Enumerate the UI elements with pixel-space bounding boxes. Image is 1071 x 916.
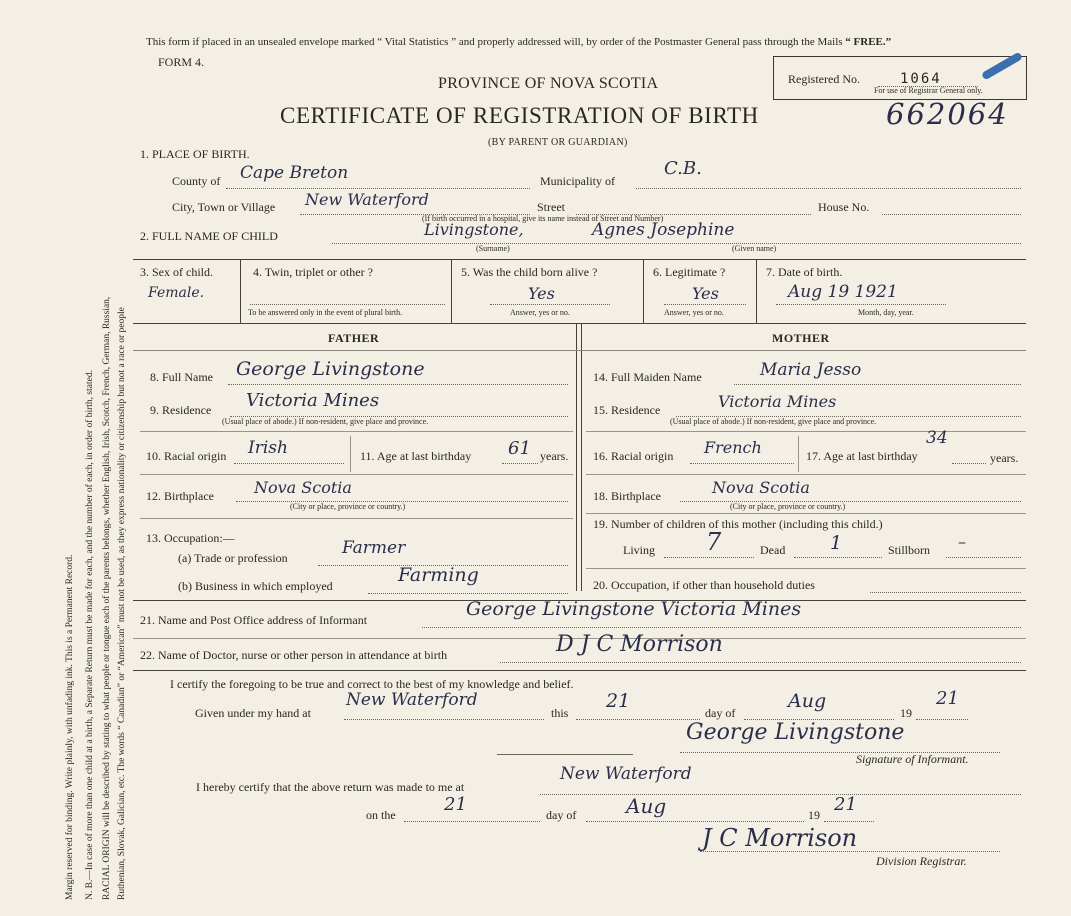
father-racial-value: Irish: [248, 438, 288, 458]
dob-label: 7. Date of birth.: [766, 265, 843, 279]
hospital-note: (If birth occurred in a hospital, give its name instead of Street and Number): [422, 214, 664, 223]
page-subtitle: (BY PARENT OR GUARDIAN): [488, 137, 628, 148]
house-number-line: [882, 214, 1021, 215]
given-label: Given under my hand at: [195, 706, 311, 720]
registered-box: [773, 56, 1027, 100]
child-name-label: 2. FULL NAME OF CHILD: [140, 229, 278, 243]
father-business-label: (b) Business in which employed: [178, 579, 333, 593]
father-occupation-label: 13. Occupation:—: [146, 531, 235, 545]
mail-notice: [146, 37, 891, 48]
father-heading: FATHER: [328, 331, 380, 345]
mother-rule-4: [586, 568, 1026, 569]
dob-value: Aug 19 1921: [788, 282, 898, 302]
municipality-value: C.B.: [664, 158, 702, 179]
place-of-birth-label: 1. PLACE OF BIRTH.: [140, 147, 250, 161]
registrar-caption: Division Registrar.: [876, 854, 967, 868]
sex-value: Female.: [148, 285, 205, 301]
mother-occupation-line: [870, 592, 1021, 593]
registered-value: 1064: [900, 71, 942, 87]
mother-age-label: 17. Age at last birthday: [806, 449, 918, 463]
child-given-value: Agnes Josephine: [592, 220, 735, 240]
informant-signature: George Livingstone: [686, 720, 905, 745]
given-month-value: Aug: [788, 690, 827, 712]
given-place-line: [344, 719, 544, 720]
informant-value: George Livingstone Victoria Mines: [466, 598, 802, 620]
mother-name-line: [734, 384, 1021, 385]
parents-divider-right: [581, 323, 582, 591]
mother-racial-label: 16. Racial origin: [593, 449, 674, 463]
mother-age-value: 34: [926, 428, 948, 448]
legitimate-line: [664, 304, 746, 305]
given-this-label: this: [551, 706, 569, 720]
certificate-number: 662064: [886, 97, 1009, 131]
check-mark-icon: [981, 52, 1023, 81]
mother-residence-note: (Usual place of abode.) If non-resident, give place and province.: [670, 417, 877, 426]
registrar-on-the-label: on the: [366, 808, 396, 822]
given-dayof-label: day of: [705, 706, 736, 720]
informant-label: 21. Name and Post Office address of Informant: [140, 613, 368, 627]
alive-value: Yes: [528, 284, 555, 303]
father-rule-3: [140, 518, 573, 519]
mother-residence-value: Victoria Mines: [718, 392, 837, 411]
mother-birthplace-note: (City or place, province or country.): [730, 502, 846, 511]
city-value: New Waterford: [305, 190, 429, 209]
street-label: Street: [537, 200, 565, 214]
mail-notice-text: This form if placed in an unsealed envelope marked “ Vital Statistics ” and properly addressed will, by order of the Postmaster General pass through the Mails: [146, 36, 843, 48]
registrar-year-value: 21: [834, 794, 857, 815]
child-name-line: [332, 243, 1021, 244]
legitimate-label: 6. Legitimate ?: [653, 265, 726, 279]
mother-heading: MOTHER: [772, 331, 830, 345]
registered-label: Registered No.: [788, 72, 860, 86]
mother-rule-1: [586, 431, 1026, 432]
city-label: City, Town or Village: [172, 200, 276, 214]
return-place-line: [540, 794, 1021, 795]
twin-label: 4. Twin, triplet or other ?: [253, 265, 373, 279]
mother-residence-label: 15. Residence: [593, 403, 661, 417]
heading-rule: [133, 350, 1026, 351]
mother-dead-value: 1: [830, 532, 843, 554]
dob-caption: Month, day, year.: [858, 308, 914, 317]
alive-line: [490, 304, 610, 305]
margin-note-3: RACIAL ORIGIN will be described by stating to what people or tongue each of the parents belongs, whether English, Irish, Scotch, French, German, Russian,: [102, 296, 112, 900]
doctor-label: 22. Name of Doctor, nurse or other person in attendance at birth: [140, 648, 448, 662]
mail-free: “ FREE.”: [845, 36, 892, 48]
mother-rule-3: [586, 513, 1026, 514]
informant-line: [422, 627, 1021, 628]
father-birthplace-label: 12. Birthplace: [146, 489, 214, 503]
house-number-label: House No.: [818, 200, 870, 214]
mother-living-line: [664, 557, 754, 558]
mother-birthplace-value: Nova Scotia: [712, 478, 810, 497]
registrar-month-line: [586, 821, 804, 822]
alive-label: 5. Was the child born alive ?: [461, 265, 598, 279]
mother-dead-line: [794, 557, 882, 558]
col-rule-4: [756, 259, 757, 323]
signature-left-rule: [497, 754, 633, 755]
county-value: Cape Breton: [240, 163, 349, 183]
father-name-line: [228, 384, 568, 385]
father-birthplace-value: Nova Scotia: [254, 478, 352, 497]
father-racial-divider: [350, 436, 351, 472]
child-surname-value: Livingstone,: [424, 220, 524, 239]
mother-racial-line: [690, 463, 794, 464]
father-birthplace-note: (City or place, province or country.): [290, 502, 406, 511]
province-heading: PROVINCE OF NOVA SCOTIA: [438, 75, 659, 92]
given-year-line: [916, 719, 968, 720]
father-age-line: [502, 463, 538, 464]
parents-divider-left: [576, 323, 577, 591]
registrar-year-line: [824, 821, 874, 822]
given-day-value: 21: [606, 690, 631, 712]
mother-children-label: 19. Number of children of this mother (including this child.): [593, 517, 883, 531]
sex-label: 3. Sex of child.: [140, 265, 213, 279]
father-age-unit: years.: [540, 449, 569, 463]
twin-note: To be answered only in the event of plural birth.: [248, 308, 403, 317]
page-title: CERTIFICATE OF REGISTRATION OF BIRTH: [280, 103, 759, 128]
margin-note-1: Margin reserved for binding. Write plainly, with unfading ink. This is a Permanent Record.: [65, 554, 75, 900]
father-residence-value: Victoria Mines: [246, 390, 380, 411]
col-rule-2: [451, 259, 452, 323]
father-rule-1: [140, 431, 573, 432]
father-business-line: [368, 593, 568, 594]
father-trade-value: Farmer: [342, 538, 406, 558]
registrar-month-value: Aug: [626, 794, 667, 818]
father-age-value: 61: [508, 438, 531, 459]
mother-stillborn-label: Stillborn: [888, 543, 931, 557]
father-age-label: 11. Age at last birthday: [360, 449, 472, 463]
col-rule-1: [240, 259, 241, 323]
father-trade-label: (a) Trade or profession: [178, 551, 288, 565]
father-name-label: 8. Full Name: [150, 370, 213, 384]
alive-caption: Answer, yes or no.: [510, 308, 570, 317]
given-place-value: New Waterford: [346, 690, 478, 710]
mother-name-value: Maria Jesso: [760, 360, 862, 380]
mother-racial-divider: [798, 436, 799, 472]
registrar-signature: J C Morrison: [702, 824, 858, 852]
row-rule-bottom: [133, 323, 1026, 324]
given-caption: (Given name): [732, 244, 777, 253]
return-place-value: New Waterford: [560, 764, 692, 784]
municipality-line: [636, 188, 1021, 189]
municipality-label: Municipality of: [540, 174, 615, 188]
twin-line: [250, 304, 445, 305]
registrar-day-value: 21: [444, 794, 467, 815]
col-rule-3: [643, 259, 644, 323]
father-name-value: George Livingstone: [236, 358, 425, 380]
mother-stillborn-value: –: [958, 532, 966, 551]
county-line: [226, 188, 530, 189]
doctor-line: [500, 662, 1021, 663]
mother-stillborn-line: [946, 557, 1021, 558]
margin-note-4: Ruthenian, Slovak, Galician, etc. The words “ Canadian” or “American” must not be used, as they express nationality or citizenship but not a race or people: [117, 307, 127, 900]
mother-dead-label: Dead: [760, 543, 786, 557]
given-day-line: [576, 719, 700, 720]
father-racial-label: 10. Racial origin: [146, 449, 227, 463]
given-year-prefix: 19: [900, 706, 912, 720]
registrar-year-prefix: 19: [808, 808, 820, 822]
legitimate-caption: Answer, yes or no.: [664, 308, 724, 317]
registrar-dayof-label: day of: [546, 808, 577, 822]
father-business-value: Farming: [398, 564, 479, 586]
certify-text: I certify the foregoing to be true and correct to the best of my knowledge and belief.: [170, 677, 574, 691]
registrar-note: For use of Registrar General only.: [874, 86, 983, 95]
mother-racial-value: French: [704, 438, 762, 457]
mother-living-value: 7: [706, 528, 722, 556]
legitimate-value: Yes: [692, 284, 719, 303]
mother-name-label: 14. Full Maiden Name: [593, 370, 702, 384]
given-year-value: 21: [936, 688, 959, 709]
form-number: FORM 4.: [158, 55, 205, 69]
signature-caption: Signature of Informant.: [856, 752, 969, 766]
county-label: County of: [172, 174, 221, 188]
mother-age-unit: years.: [990, 451, 1019, 465]
mother-occupation-label: 20. Occupation, if other than household duties: [593, 578, 815, 592]
margin-note-2: N. B.—In case of more than one child at a birth, a Separate Return must be made for each, and the number of each, in order of birth, stated.: [85, 370, 95, 900]
row-rule-top: [133, 259, 1026, 260]
return-text: I hereby certify that the above return was made to me at: [196, 780, 465, 794]
father-racial-line: [234, 463, 344, 464]
father-rule-2: [140, 474, 573, 475]
doctor-value: D J C Morrison: [556, 632, 723, 657]
registrar-day-line: [404, 821, 540, 822]
surname-caption: (Surname): [476, 244, 510, 253]
father-residence-note: (Usual place of abode.) If non-resident, give place and province.: [222, 417, 429, 426]
dob-line: [776, 304, 946, 305]
doctor-rule: [133, 670, 1026, 671]
mother-age-line: [952, 463, 986, 464]
mother-living-label: Living: [623, 543, 655, 557]
father-residence-label: 9. Residence: [150, 403, 212, 417]
mother-birthplace-label: 18. Birthplace: [593, 489, 661, 503]
mother-rule-2: [586, 474, 1026, 475]
